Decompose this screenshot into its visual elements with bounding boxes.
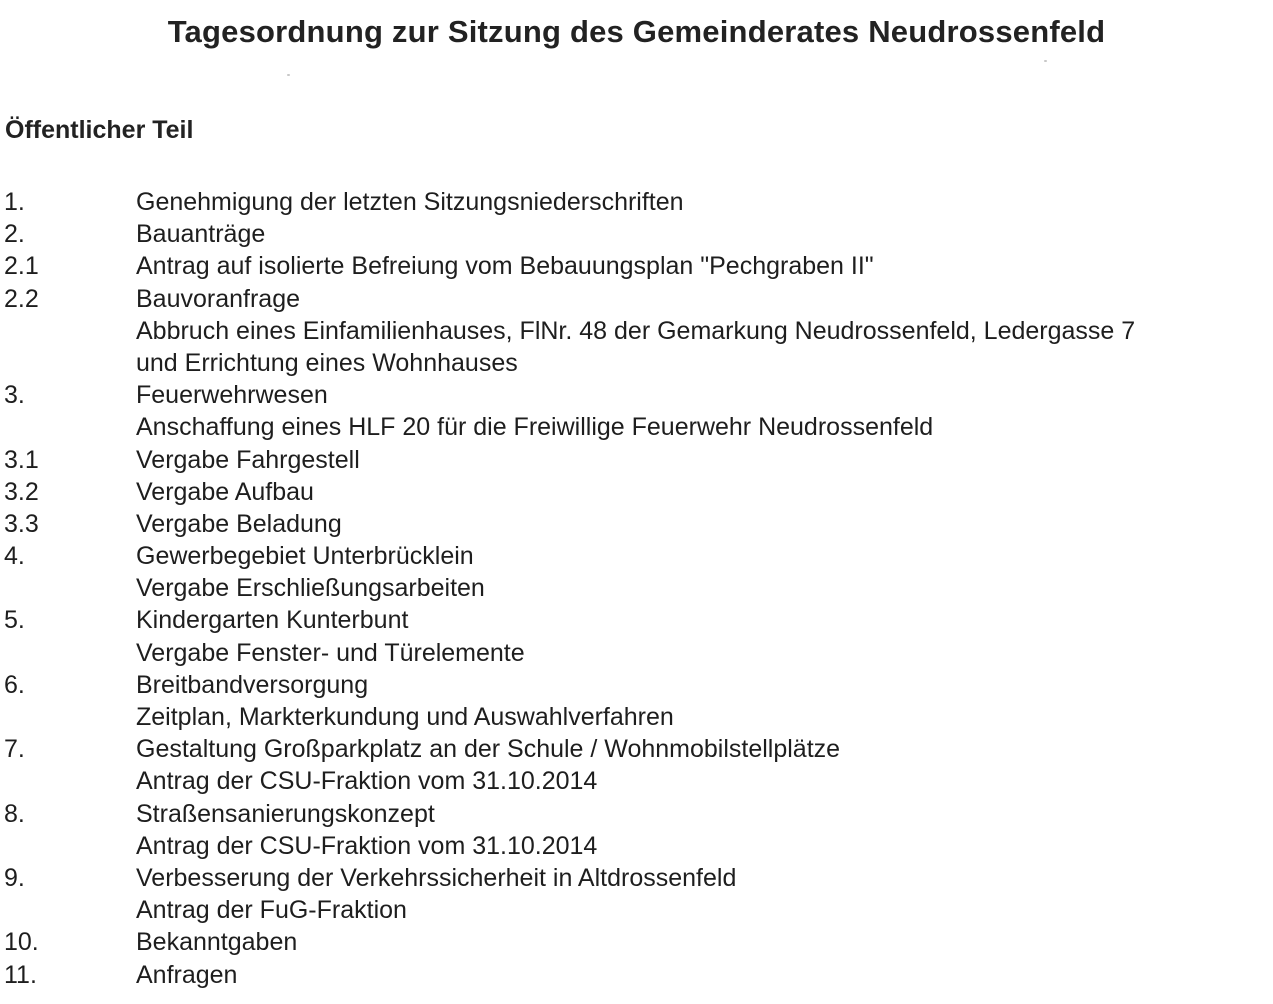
agenda-item-number: 7. <box>4 735 25 764</box>
agenda-row <box>4 733 1269 765</box>
agenda-row <box>4 218 1269 250</box>
agenda-row <box>4 283 1269 315</box>
agenda-row <box>4 701 1269 733</box>
agenda-item-number: 10. <box>4 928 39 957</box>
document-title: Tagesordnung zur Sitzung des Gemeinderates Neudrossenfeld <box>167 14 1106 49</box>
agenda-item-number <box>4 347 136 379</box>
agenda-row <box>4 765 1269 797</box>
agenda-row <box>4 476 1269 508</box>
agenda-item-text: Vergabe Fahrgestell <box>136 445 360 474</box>
agenda-item-text: Vergabe Beladung <box>136 509 342 538</box>
agenda-item-number: 3. <box>4 381 25 410</box>
agenda-item-text: Antrag der CSU-Fraktion vom 31.10.2014 <box>136 831 598 860</box>
agenda-item-number <box>4 701 136 733</box>
agenda-item-text: Antrag der CSU-Fraktion vom 31.10.2014 <box>136 767 598 796</box>
section-heading: Öffentlicher Teil <box>5 116 194 144</box>
agenda-item-number <box>4 765 136 797</box>
agenda-item-text: Breitbandversorgung <box>136 670 369 699</box>
agenda-list <box>4 186 1269 991</box>
agenda-item-text: Straßensanierungskonzept <box>136 799 435 828</box>
agenda-row <box>4 572 1269 604</box>
agenda-row <box>4 830 1269 862</box>
agenda-row <box>4 315 1269 347</box>
agenda-row <box>4 540 1269 572</box>
agenda-item-text: Verbesserung der Verkehrssicherheit in Altdrossenfeld <box>136 863 737 892</box>
agenda-item-number <box>4 830 136 862</box>
agenda-item-text: Vergabe Erschließungsarbeiten <box>136 574 485 603</box>
agenda-item-number: 1. <box>4 188 25 216</box>
agenda-item-number: 5. <box>4 606 25 635</box>
agenda-row <box>4 604 1269 636</box>
agenda-row <box>4 894 1269 926</box>
agenda-item-text: und Errichtung eines Wohnhauses <box>136 348 518 377</box>
agenda-item-text: Vergabe Aufbau <box>136 477 314 506</box>
agenda-row <box>4 669 1269 701</box>
scan-speck <box>1044 60 1047 62</box>
agenda-item-text: Gestaltung Großparkplatz an der Schule / Wohnmobilstellplätze <box>136 735 841 764</box>
agenda-item-number: 3.3 <box>4 509 39 538</box>
agenda-item-number: 2.1 <box>4 252 39 281</box>
agenda-row <box>4 508 1269 540</box>
agenda-item-text: Bauanträge <box>136 220 266 249</box>
agenda-item-text: Gewerbegebiet Unterbrücklein <box>136 542 474 571</box>
agenda-item-number <box>4 572 136 604</box>
scan-speck <box>287 74 290 76</box>
agenda-row <box>4 637 1269 669</box>
agenda-row <box>4 379 1269 411</box>
agenda-item-number: 8. <box>4 799 25 828</box>
agenda-row <box>4 798 1269 830</box>
agenda-row <box>4 347 1269 379</box>
agenda-item-text: Antrag auf isolierte Befreiung vom Bebauungsplan "Pechgraben II" <box>136 252 874 281</box>
agenda-row <box>4 862 1269 894</box>
agenda-item-number: 4. <box>4 542 25 571</box>
agenda-row <box>4 186 1269 218</box>
agenda-item-text: Vergabe Fenster- und Türelemente <box>136 638 525 667</box>
agenda-item-text: Anfragen <box>136 960 238 989</box>
agenda-row <box>4 959 1269 991</box>
agenda-item-text: Antrag der FuG-Fraktion <box>136 896 407 925</box>
agenda-item-number <box>4 411 136 443</box>
agenda-item-number: 2. <box>4 220 25 249</box>
agenda-item-number: 2.2 <box>4 284 39 313</box>
agenda-item-text: Feuerwehrwesen <box>136 381 328 410</box>
agenda-row <box>4 411 1269 443</box>
agenda-item-number <box>4 637 136 669</box>
agenda-item-text: Bauvoranfrage <box>136 284 301 313</box>
agenda-item-text: Zeitplan, Markterkundung und Auswahlverfahren <box>136 703 674 731</box>
agenda-row <box>4 926 1269 958</box>
agenda-item-number: 9. <box>4 863 25 892</box>
agenda-item-text: Bekanntgaben <box>136 928 298 957</box>
agenda-item-number: 3.1 <box>4 445 39 474</box>
agenda-row <box>4 250 1269 282</box>
agenda-row <box>4 444 1269 476</box>
agenda-item-number <box>4 315 136 347</box>
agenda-item-number: 3.2 <box>4 477 39 506</box>
agenda-item-number: 11. <box>4 960 37 989</box>
agenda-item-text: Anschaffung eines HLF 20 für die Freiwillige Feuerwehr Neudrossenfeld <box>136 413 934 442</box>
agenda-item-number <box>4 894 136 926</box>
agenda-item-text: Genehmigung der letzten Sitzungsniederschriften <box>136 188 684 216</box>
agenda-item-text: Abbruch eines Einfamilienhauses, FlNr. 48 der Gemarkung Neudrossenfeld, Ledergasse 7 <box>136 316 1136 345</box>
agenda-item-text: Kindergarten Kunterbunt <box>136 606 409 635</box>
agenda-item-number: 6. <box>4 670 25 699</box>
